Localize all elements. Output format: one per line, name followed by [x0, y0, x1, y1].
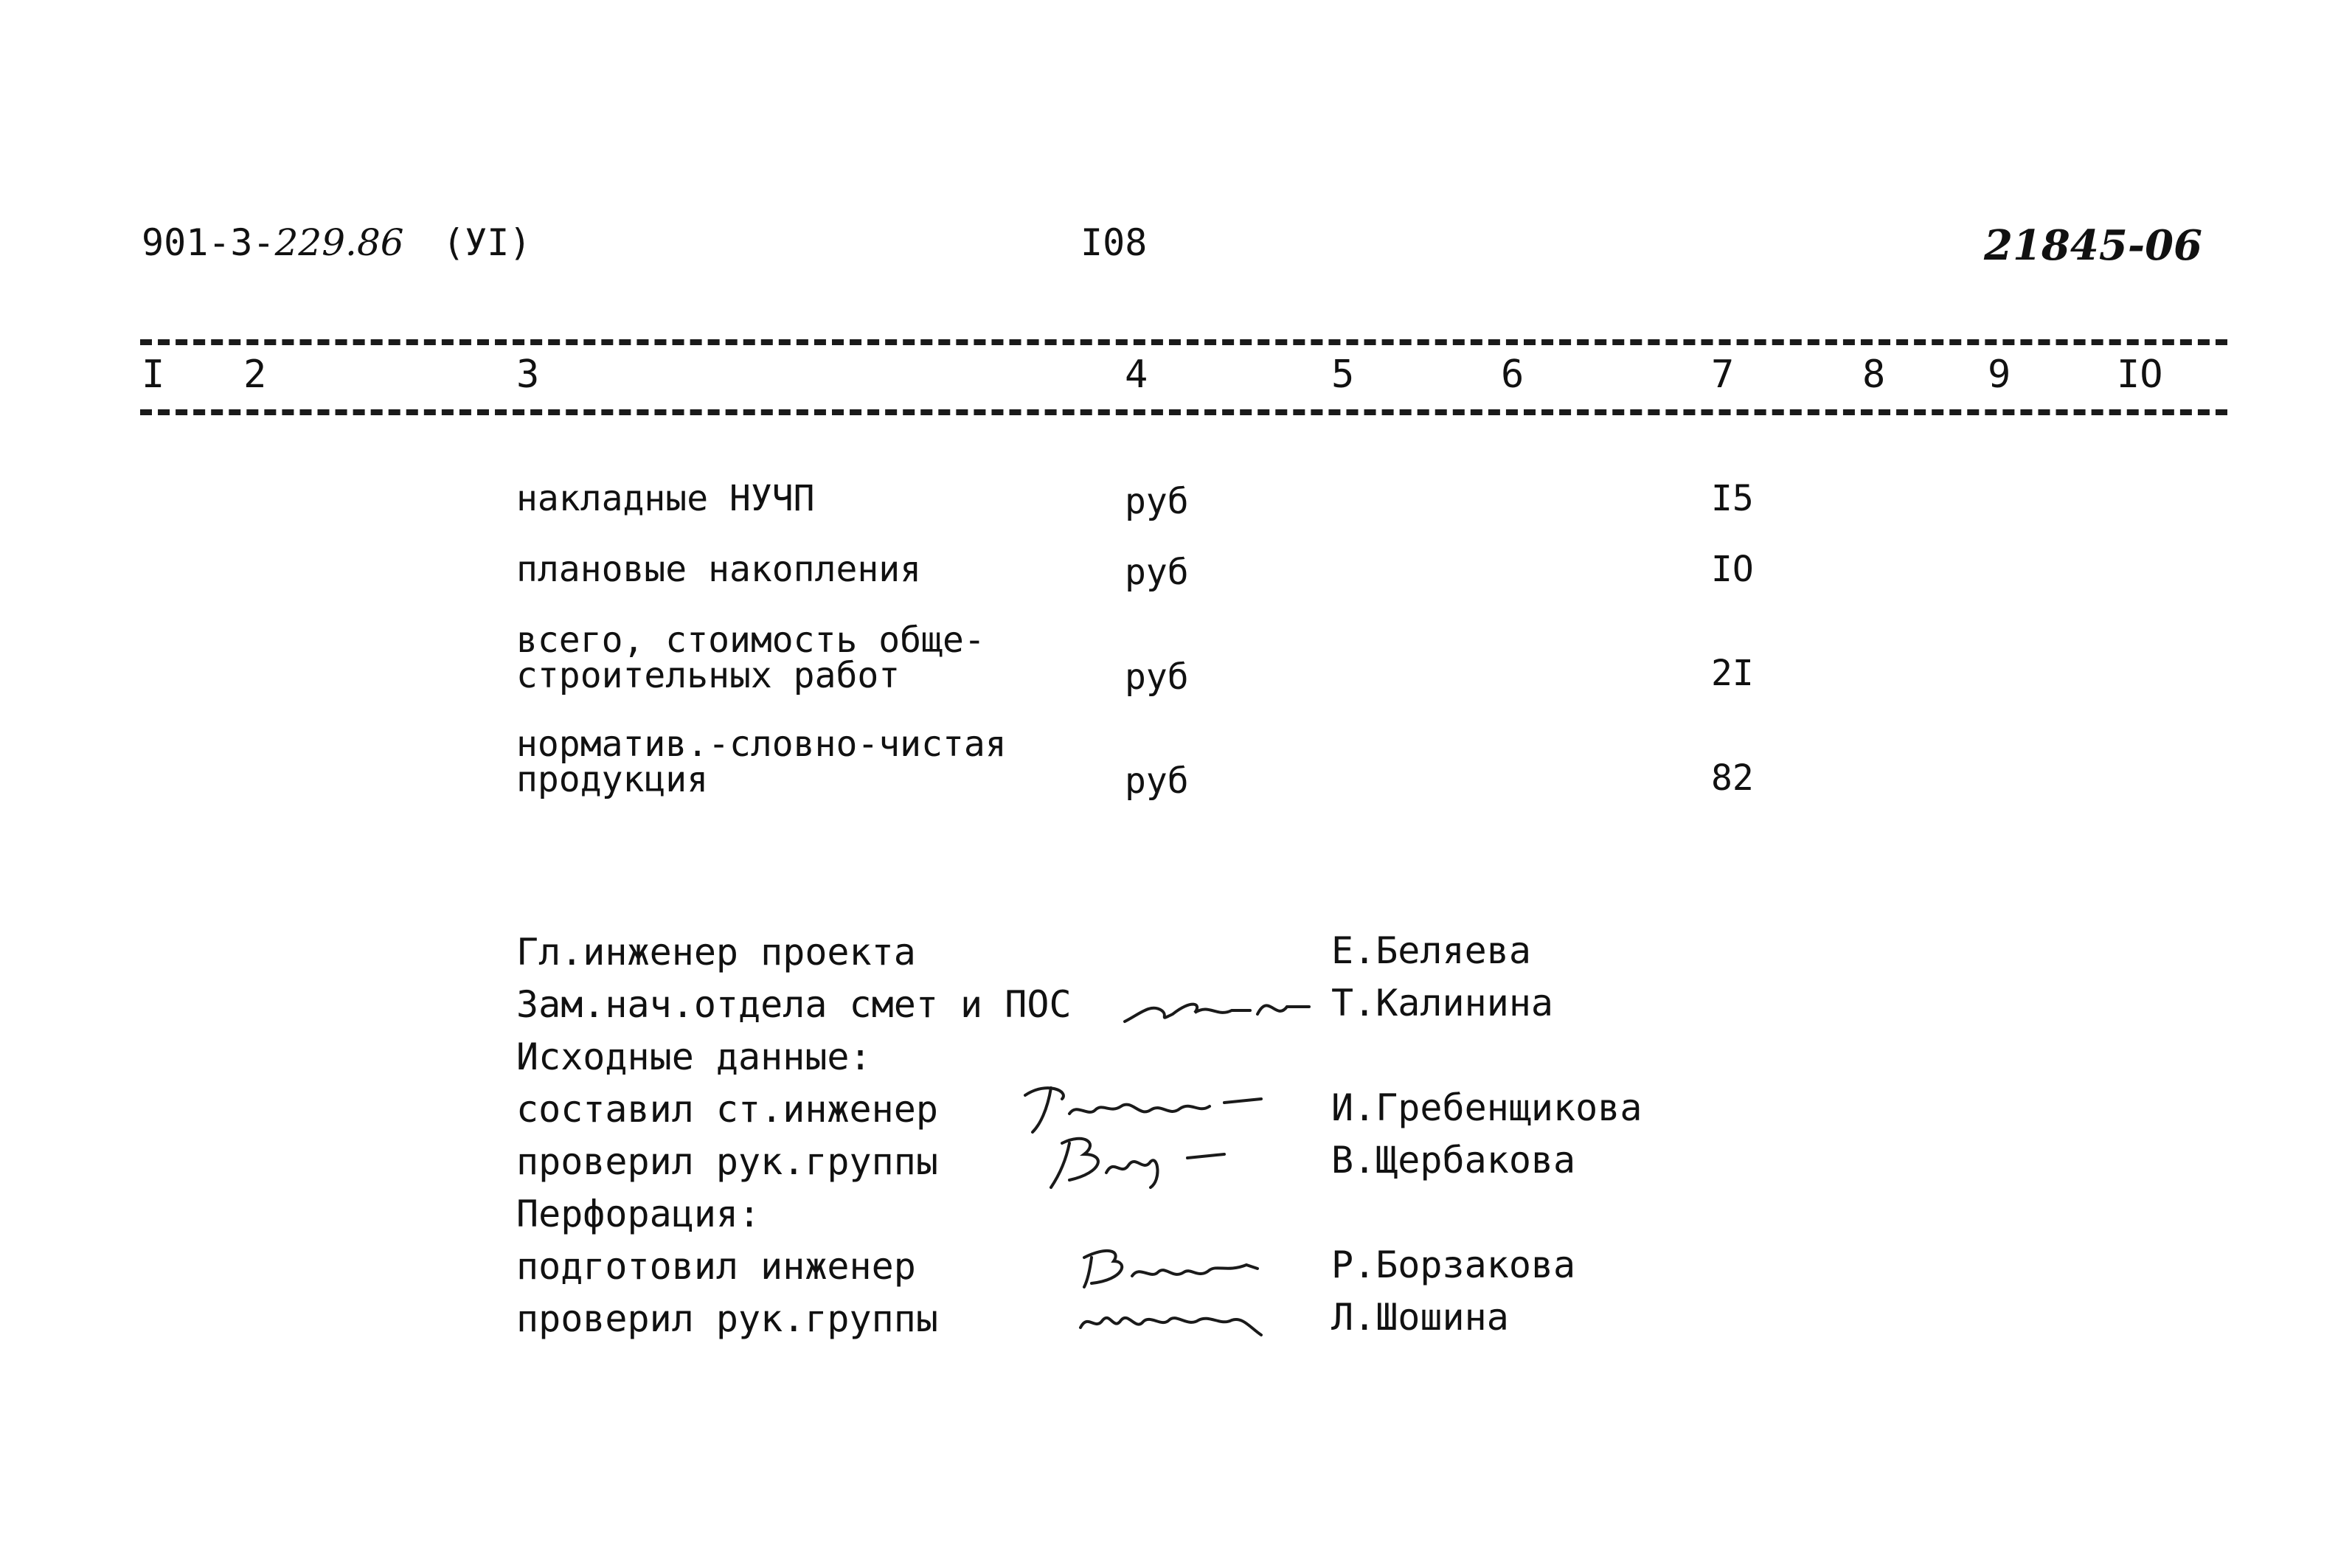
section-heading: Перфорация: [516, 1193, 761, 1235]
document-code [142, 221, 404, 264]
row-value: 2I [1711, 653, 1754, 694]
row-name: всего, стоимость обще- строительных работ [516, 620, 985, 696]
page-number: I08 [1080, 221, 1148, 264]
row-unit: руб [1125, 552, 1189, 593]
column-number: 5 [1331, 353, 1355, 397]
signature-name: Р.Борзакова [1331, 1243, 1576, 1286]
column-number: 2 [243, 353, 267, 397]
archive-number: 21845-06 [1984, 221, 2202, 270]
row-unit: руб [1125, 760, 1189, 802]
column-number: 9 [1988, 353, 2011, 397]
signature-name: Т.Калинина [1331, 982, 1554, 1024]
row-name: плановые накопления [516, 549, 922, 590]
document-code-printed: 901-3- [142, 221, 275, 264]
handwritten-signature [1121, 977, 1313, 1036]
signature-role: проверил рук.группы [516, 1297, 938, 1340]
row-name: норматив.-словно-чистая продукция [516, 724, 1007, 800]
column-number: 4 [1125, 353, 1148, 397]
signature-role: Гл.инженер проекта [516, 931, 916, 974]
column-number: 7 [1711, 353, 1735, 397]
signature-name: Е.Беляева [1331, 929, 1531, 972]
handwritten-signature [1069, 1239, 1269, 1298]
column-number: 6 [1501, 353, 1524, 397]
document-code-handwritten: 229.86 [274, 221, 404, 264]
section-heading: Исходные данные: [516, 1035, 872, 1078]
row-unit: руб [1125, 481, 1189, 522]
signature-role: проверил рук.группы [516, 1140, 938, 1183]
handwritten-signature [1069, 1291, 1276, 1350]
handwritten-signature [1040, 1128, 1232, 1195]
column-number: I [142, 353, 165, 397]
row-value: IO [1711, 549, 1754, 590]
header-rule-bottom [140, 409, 2227, 415]
column-number: 8 [1862, 353, 1886, 397]
signature-role: подготовил инженер [516, 1245, 916, 1288]
column-number: IO [2117, 353, 2163, 397]
signature-name: Л.Шошина [1331, 1296, 1509, 1339]
signature-name: И.Гребенщикова [1331, 1086, 1642, 1129]
row-value: 82 [1711, 757, 1754, 799]
document-suffix: (УI) [443, 221, 532, 264]
row-unit: руб [1125, 656, 1189, 698]
signature-role: Зам.нач.отдела смет и ПОС [516, 983, 1072, 1026]
column-number: 3 [516, 353, 540, 397]
row-value: I5 [1711, 478, 1754, 519]
signature-name: В.Щербакова [1331, 1139, 1576, 1182]
header-rule-top [140, 339, 2227, 345]
row-name: накладные НУЧП [516, 478, 815, 519]
signature-role: составил ст.инженер [516, 1088, 938, 1131]
